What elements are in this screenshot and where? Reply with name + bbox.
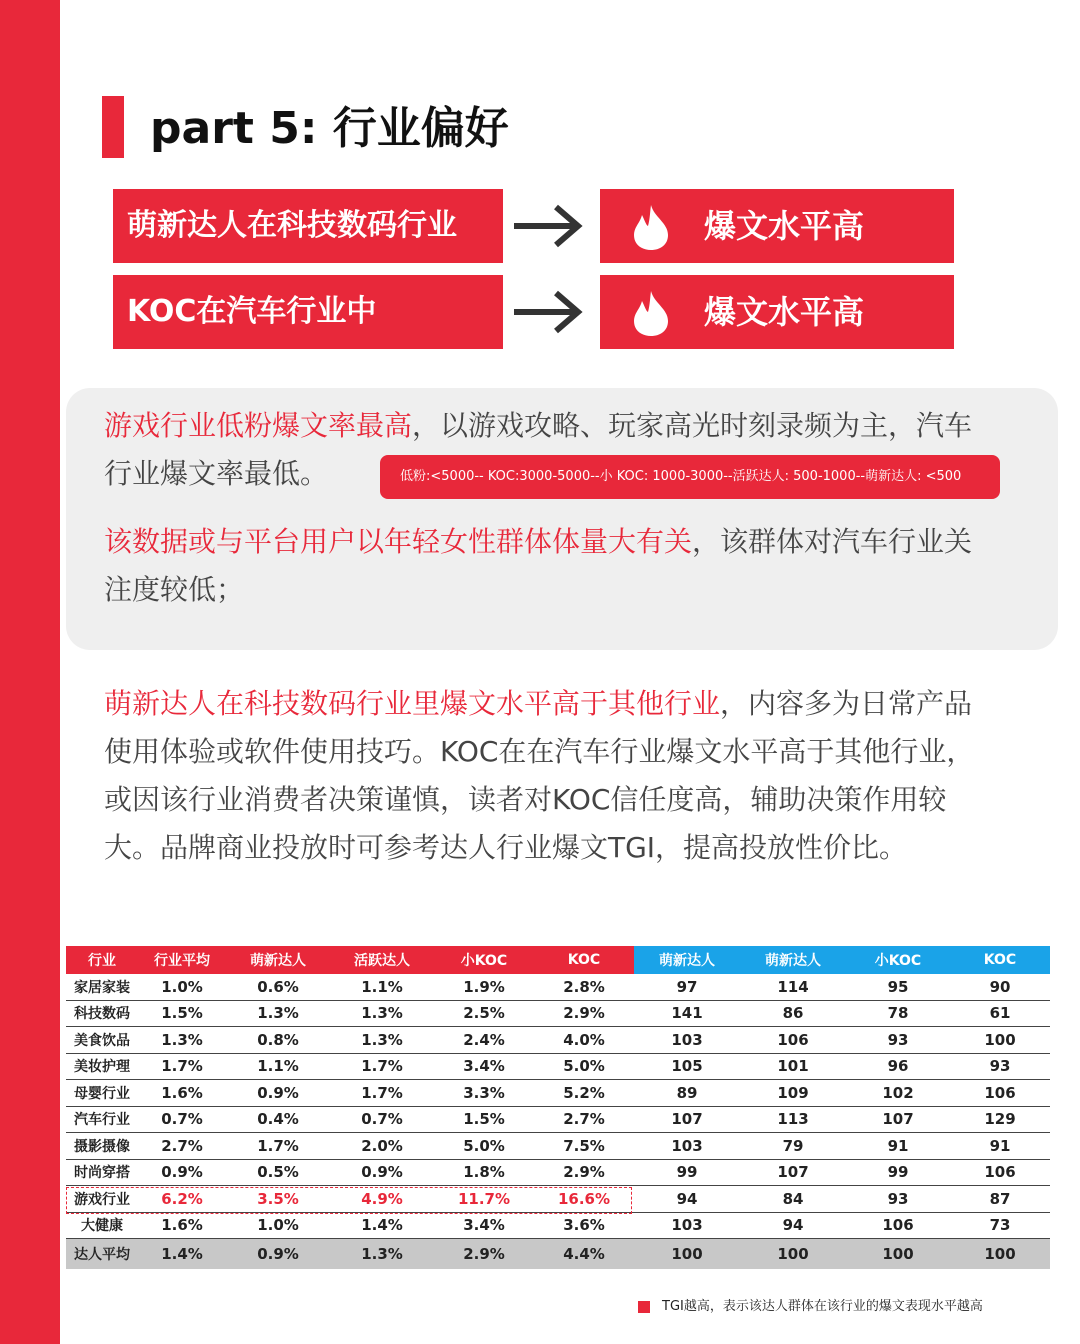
value-cell: 5.2% xyxy=(534,1080,634,1107)
col-header: 活跃达人 xyxy=(330,946,434,974)
value-cell: 95 xyxy=(846,974,950,1000)
col-header: 萌新达人 xyxy=(634,946,740,974)
value-cell: 4.4% xyxy=(534,1239,634,1270)
col-header: KOC xyxy=(950,946,1050,974)
value-cell: 89 xyxy=(634,1080,740,1107)
value-cell: 0.6% xyxy=(226,974,330,1000)
col-header: KOC xyxy=(534,946,634,974)
arrow-right-icon xyxy=(512,203,584,249)
value-cell: 0.9% xyxy=(226,1239,330,1270)
value-cell: 2.7% xyxy=(534,1106,634,1133)
value-cell: 1.3% xyxy=(138,1027,226,1054)
value-cell: 3.4% xyxy=(434,1053,534,1080)
value-cell: 84 xyxy=(740,1186,846,1213)
value-cell: 107 xyxy=(740,1159,846,1186)
value-cell: 1.3% xyxy=(330,1000,434,1027)
finding-pill-2: KOC在汽车行业中 xyxy=(113,275,503,349)
col-header: 萌新达人 xyxy=(226,946,330,974)
value-cell: 106 xyxy=(950,1159,1050,1186)
value-cell: 107 xyxy=(634,1106,740,1133)
industry-name-cell: 美食饮品 xyxy=(66,1027,138,1054)
value-cell: 91 xyxy=(846,1133,950,1160)
value-cell: 0.9% xyxy=(226,1080,330,1107)
value-cell: 61 xyxy=(950,1000,1050,1027)
value-cell: 1.9% xyxy=(434,974,534,1000)
value-cell: 103 xyxy=(634,1212,740,1239)
result-text: 爆文水平高 xyxy=(704,293,865,331)
value-cell: 100 xyxy=(740,1239,846,1270)
value-cell: 93 xyxy=(846,1027,950,1054)
value-cell: 94 xyxy=(634,1186,740,1213)
value-cell: 1.3% xyxy=(330,1027,434,1054)
table-row xyxy=(66,1080,1050,1107)
value-cell: 0.4% xyxy=(226,1106,330,1133)
value-cell: 1.5% xyxy=(138,1000,226,1027)
table-row xyxy=(66,1106,1050,1133)
value-cell: 87 xyxy=(950,1186,1050,1213)
table-row xyxy=(66,1027,1050,1054)
arrow-right-icon xyxy=(512,289,584,335)
value-cell: 1.1% xyxy=(330,974,434,1000)
value-cell: 1.4% xyxy=(138,1239,226,1270)
value-cell: 102 xyxy=(846,1080,950,1107)
col-header: 行业平均 xyxy=(138,946,226,974)
industry-name-cell: 大健康 xyxy=(66,1212,138,1239)
value-cell: 1.0% xyxy=(226,1212,330,1239)
table-header-row xyxy=(66,946,1050,974)
value-cell: 97 xyxy=(634,974,740,1000)
value-cell: 2.0% xyxy=(330,1133,434,1160)
value-cell: 3.6% xyxy=(534,1212,634,1239)
value-cell: 100 xyxy=(634,1239,740,1270)
value-cell: 141 xyxy=(634,1000,740,1027)
value-cell: 113 xyxy=(740,1106,846,1133)
value-cell: 86 xyxy=(740,1000,846,1027)
value-cell: 91 xyxy=(950,1133,1050,1160)
value-cell: 11.7% xyxy=(434,1186,534,1213)
result-text: 爆文水平高 xyxy=(704,207,865,245)
legend-square-icon xyxy=(638,1301,650,1313)
value-cell: 2.9% xyxy=(434,1239,534,1270)
value-cell: 1.4% xyxy=(330,1212,434,1239)
value-cell: 99 xyxy=(846,1159,950,1186)
value-cell: 1.1% xyxy=(226,1053,330,1080)
industry-name-cell: 母婴行业 xyxy=(66,1080,138,1107)
value-cell: 2.7% xyxy=(138,1133,226,1160)
table-row xyxy=(66,1000,1050,1027)
table-row xyxy=(66,1212,1050,1239)
col-header: 小KOC xyxy=(846,946,950,974)
value-cell: 93 xyxy=(846,1186,950,1213)
value-cell: 2.9% xyxy=(534,1159,634,1186)
value-cell: 3.4% xyxy=(434,1212,534,1239)
industry-table xyxy=(66,946,1050,1269)
value-cell: 1.6% xyxy=(138,1212,226,1239)
value-cell: 2.5% xyxy=(434,1000,534,1027)
value-cell: 3.3% xyxy=(434,1080,534,1107)
value-cell: 105 xyxy=(634,1053,740,1080)
flame-icon xyxy=(628,289,674,337)
value-cell: 114 xyxy=(740,974,846,1000)
value-cell: 0.7% xyxy=(138,1106,226,1133)
insight-paragraph-2 xyxy=(104,518,994,614)
value-cell: 129 xyxy=(950,1106,1050,1133)
industry-name-cell: 游戏行业 xyxy=(66,1186,138,1213)
average-row xyxy=(66,1239,1050,1270)
col-header: 小KOC xyxy=(434,946,534,974)
flame-icon xyxy=(628,203,674,251)
value-cell: 100 xyxy=(950,1027,1050,1054)
value-cell: 101 xyxy=(740,1053,846,1080)
value-cell: 93 xyxy=(950,1053,1050,1080)
industry-name-cell: 汽车行业 xyxy=(66,1106,138,1133)
value-cell: 79 xyxy=(740,1133,846,1160)
value-cell: 0.9% xyxy=(138,1159,226,1186)
col-header: 萌新达人 xyxy=(740,946,846,974)
table-row xyxy=(66,1053,1050,1080)
left-accent-bar xyxy=(0,0,60,1344)
value-cell: 5.0% xyxy=(534,1053,634,1080)
value-cell: 94 xyxy=(740,1212,846,1239)
value-cell: 106 xyxy=(950,1080,1050,1107)
value-cell: 1.0% xyxy=(138,974,226,1000)
value-cell: 16.6% xyxy=(534,1186,634,1213)
table-row xyxy=(66,974,1050,1000)
value-cell: 1.7% xyxy=(226,1133,330,1160)
value-cell: 1.3% xyxy=(330,1239,434,1270)
industry-name-cell: 美妆护理 xyxy=(66,1053,138,1080)
table-row xyxy=(66,1186,1050,1213)
result-pill-1 xyxy=(600,189,954,263)
value-cell: 100 xyxy=(846,1239,950,1270)
value-cell: 3.5% xyxy=(226,1186,330,1213)
value-cell: 109 xyxy=(740,1080,846,1107)
industry-name-cell: 摄影摄像 xyxy=(66,1133,138,1160)
value-cell: 2.8% xyxy=(534,974,634,1000)
value-cell: 1.6% xyxy=(138,1080,226,1107)
col-header: 行业 xyxy=(66,946,138,974)
highlight-text: 该数据或与平台用户以年轻女性群体体量大有关 xyxy=(104,525,693,558)
value-cell: 78 xyxy=(846,1000,950,1027)
value-cell: 100 xyxy=(950,1239,1050,1270)
value-cell: 4.9% xyxy=(330,1186,434,1213)
value-cell: 99 xyxy=(634,1159,740,1186)
value-cell: 107 xyxy=(846,1106,950,1133)
table-row xyxy=(66,1133,1050,1160)
value-cell: 4.0% xyxy=(534,1027,634,1054)
value-cell: 1.7% xyxy=(330,1080,434,1107)
value-cell: 2.4% xyxy=(434,1027,534,1054)
industry-name-cell: 家居家装 xyxy=(66,974,138,1000)
body-text: ，内容多为日常产品使用体验或软件使用技巧。KOC在在汽车行业爆文水平高于其他行业，或因该行业消费者决策谨慎，读者对KOC信任度高，辅助决策作用较大。品牌商业投放时可参考达人行业爆文TGI，提高投放性价比。 xyxy=(104,687,975,864)
highlight-text: 萌新达人在科技数码行业里爆文水平高于其他行业 xyxy=(104,687,721,720)
industry-name-cell: 科技数码 xyxy=(66,1000,138,1027)
value-cell: 1.8% xyxy=(434,1159,534,1186)
industry-name-cell: 达人平均 xyxy=(66,1239,138,1270)
body-text: ，该群体对汽车行业关注度较低； xyxy=(104,525,973,606)
value-cell: 103 xyxy=(634,1133,740,1160)
value-cell: 0.9% xyxy=(330,1159,434,1186)
value-cell: 90 xyxy=(950,974,1050,1000)
value-cell: 5.0% xyxy=(434,1133,534,1160)
value-cell: 106 xyxy=(740,1027,846,1054)
page-title: part 5: 行业偏好 xyxy=(150,103,509,154)
value-cell: 1.3% xyxy=(226,1000,330,1027)
body-text: ，以游戏攻略、玩家高光时刻录频为主，汽车行业爆文率最低。 xyxy=(104,409,973,490)
value-cell: 1.7% xyxy=(330,1053,434,1080)
title-marker xyxy=(102,96,124,158)
value-cell: 0.5% xyxy=(226,1159,330,1186)
value-cell: 0.8% xyxy=(226,1027,330,1054)
finding-pill-1: 萌新达人在科技数码行业 xyxy=(113,189,503,263)
value-cell: 6.2% xyxy=(138,1186,226,1213)
value-cell: 7.5% xyxy=(534,1133,634,1160)
value-cell: 103 xyxy=(634,1027,740,1054)
industry-name-cell: 时尚穿搭 xyxy=(66,1159,138,1186)
footnote: TGI越高，表示该达人群体在该行业的爆文表现水平越高 xyxy=(662,1299,983,1314)
value-cell: 1.7% xyxy=(138,1053,226,1080)
value-cell: 0.7% xyxy=(330,1106,434,1133)
value-cell: 2.9% xyxy=(534,1000,634,1027)
result-pill-2 xyxy=(600,275,954,349)
value-cell: 1.5% xyxy=(434,1106,534,1133)
analysis-paragraph xyxy=(104,680,994,872)
value-cell: 106 xyxy=(846,1212,950,1239)
value-cell: 96 xyxy=(846,1053,950,1080)
table-row xyxy=(66,1159,1050,1186)
tier-legend: 低粉:<5000-- KOC:3000-5000--小 KOC: 1000-3000--活跃达人: 500-1000--萌新达人: <500 xyxy=(380,455,1000,499)
highlight-text: 游戏行业低粉爆文率最高 xyxy=(104,409,413,442)
value-cell: 73 xyxy=(950,1212,1050,1239)
